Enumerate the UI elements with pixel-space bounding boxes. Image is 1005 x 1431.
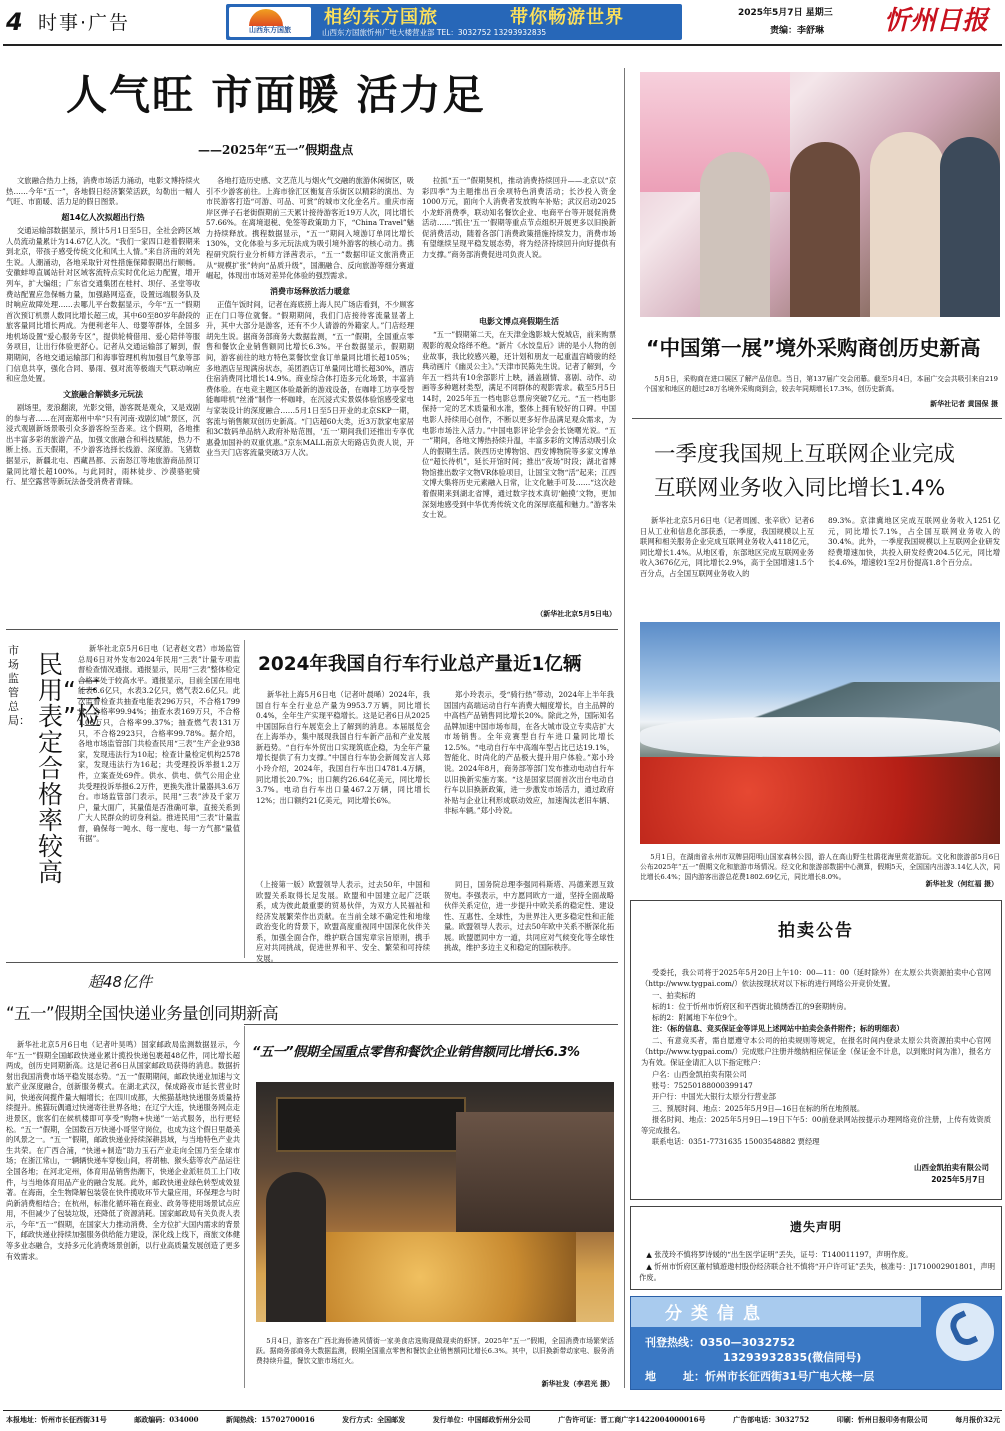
auction-item-3: 标的2：附属地下车位9个。 bbox=[651, 1013, 742, 1023]
expo-rule bbox=[632, 418, 1002, 419]
lead-subhead-3: 消费市场释放活力暖意 bbox=[270, 286, 350, 296]
lead-col-1 bbox=[6, 176, 200, 623]
mountain-photo bbox=[640, 622, 1000, 844]
bike-title: 2024年我国自行车行业总产量近1亿辆 bbox=[258, 654, 582, 675]
expo-title: “中国第一展”境外采购商创历史新高 bbox=[646, 336, 981, 360]
auction-title: 拍卖公告 bbox=[778, 921, 854, 941]
market-body: 新华社北京5月6日电（记者赵文君）市场监管总局6日对外发布2024年民用“三表”计量专项监督检查情况通报。通报显示，民用“三表”整体检定合格率处于较高水平。通报显示，目前全国在用电能表6.6亿只，水表3.2亿只，燃气表2.6亿只。此次监督检查共抽查电能表296万只，不合格1799只，合格率99.94%；抽查水表169万只，不合格1.06万只，合格率99.37%；抽查燃气表131万只，不合格2923只，合格率99.78%。据介绍，各地市场监管部门共检查民用“三表”生产企业938家，发现违法行为10起；检查计量检定机构2578家，发现违法行为16起；共受理投诉举报1.2万件，立案查处69件。供水、供电、供气公用企业共受理投诉举报6.2万件，更换失准计量器具3.6万台。市场监管部门表示，民用“三表”涉及千家万户，量大面广，其量值是否准确可靠，直接关系到广大人民群众的切身利益。推进民用“三表”计量监督，确保每一吨水、每一度电、每一方气都“量值有据”。 bbox=[78, 644, 240, 844]
shop-crowd bbox=[456, 1112, 614, 1232]
auction-box bbox=[630, 900, 1002, 1200]
lead-intro: 文旅融合热力上扬，消费市场活力涌动，电影文博持续火热……今年“五一”，各地假日经济繁荣活跃，勾勒出一幅人气旺、市面暖、活力足的假日图景。 bbox=[6, 176, 200, 207]
lost-box bbox=[630, 1206, 1002, 1290]
expo-visitor-1 bbox=[700, 152, 770, 317]
azalea-field bbox=[640, 757, 1000, 844]
classified-addr: 址：忻州市长征西街31号广电大楼一层 bbox=[683, 1370, 875, 1383]
fried-cakes bbox=[316, 1232, 576, 1322]
footer-postcode: 邮政编码：034000 bbox=[134, 1415, 199, 1424]
section-name: 时事·广告 bbox=[38, 12, 131, 34]
expo-photo bbox=[640, 72, 1000, 317]
footer-address: 本报地址：忻州市长征西街31号 bbox=[6, 1415, 107, 1424]
expo-visitor-3 bbox=[870, 132, 945, 317]
ad-logo-block bbox=[229, 7, 311, 37]
footer-printer: 印刷：忻州日报印务有限公司 bbox=[836, 1415, 928, 1424]
classified-phone: 刊登热线：0350—3032752 bbox=[645, 1336, 796, 1349]
lead-col1-body: 交通运输部数据显示，预计5月1日至5日，全社会跨区域人员流动量累计为14.67亿人次。“我们一家四口趁着假期来到北京，带孩子感受传统文化和风土人情。”来自济南的刘先生说。人潮涌动，各地采取针对性措施保障假期出行顺畅。安徽蚌埠直属站针对区域客流特点实时优化运力配置，增开列车，扩大编组；广东省交通集团在桂村、坝仔、圣堂等收费站配置应急保畅力量，加强路网巡查，设置远端服务队及时响应故障处理……去哪儿平台数据显示，今年“五一”假期首次预订机票人数同比增长超三成，其中60至80岁年龄段的旅客量同比增长两成。为便利老年人、母婴等群体，全国多地机场设置“爱心服务专区”，提供轮椅借用、爱心陪伴等服务项目，让出行体验更舒心。记者从交通运输部了解到，假期期间，各地交通运输部门和海事管理机构加强目气象等部门信息共享，强化合同、暴雨、强对流等极端天气联动响应和应急处置。 bbox=[6, 226, 200, 384]
bike-left-rule bbox=[244, 640, 245, 958]
retail-title: “五一”假期全国重点零售和餐饮企业销售额同比增长6.3% bbox=[252, 1045, 580, 1060]
auction-item-9: 三、预展时间、地点：2025年5月9日—16日在标的所在地预展。 bbox=[651, 1103, 865, 1113]
footer-price: 每月报价32元 bbox=[955, 1415, 1000, 1424]
lead-col3-body2: “五一”假期第二天，在天津金逸影城大悦城店，前来购票观影的观众络绎不绝。“新片《水饺皇后》讲的是小人物的创业故事，我比较感兴趣，还计划和朋友一起重温宫崎骏的经典动画片《幽灵公主》。”天津市民陈先生说。记者了解到，今年五一档共有10余部影片上映，涵盖剧情、喜剧、动作、动画等多种题材类型，满足不同群体的观影需求。截至5月5日14时，2025年五一档电影总票房突破7亿元。“五一档电影保持一定的艺术质量和水准，整体上拥有较好的口碑。中国电影人持续用心创作，不断以更多好作品满足观众需求，为电影市场注入活力。”中国电影评论学会会长饶曙光说。“五一”期间，各地文博热持续升温，丰富多彩的文博活动吸引众人的假期生活。陕西历史博物馆、西安博物院等多家文博单位“超长待机”，延长开馆时间；推出“夜场”时段；湖北省博物馆推出数字文物VR体验项目，让国宝文物“活”起来；江西文博大集将历史元素融入日常，让文化触手可及……“这次趁着假期来到湖北省博，通过数字技术真切‘触摸’文物，更加深刻地感受到中华优秀传统文化的深厚底蕴和魅力。”游客朱女士说。 bbox=[422, 330, 616, 520]
europe-rule bbox=[244, 1024, 618, 1025]
expo-visitor-4 bbox=[940, 137, 1000, 317]
lead-title: 人气旺 市面暖 活力足 bbox=[66, 71, 486, 119]
retail-caption: 5月4日，游客在广西北海侨港风情街一家美食店选购现做现卖的虾饼。2025年“五一”假期，全国消费市场繁荣活跃。据商务部商务大数据监测，假期全国重点零售和餐饮企业销售额同比增长6.3%。其中，以旧换新带动家电、服务消费持续升温，餐饮文旅市场红火。 bbox=[256, 1337, 614, 1366]
retail-credit: 新华社发（李君光 摄） bbox=[541, 1380, 614, 1388]
lead-subhead-1: 超14亿人次拟超出行热 bbox=[61, 212, 145, 222]
page-number: 4 bbox=[6, 8, 23, 36]
auction-intro: 受委托，我公司将于2025年5月20日上午10：00—11：00（延时除外）在太原公共资源拍卖中心官网（http://www.tygpai.com/）依法按现状对以下标的进行网络公开竞价处置。 bbox=[641, 968, 991, 989]
footer-distributor: 发行单位：中国邮政忻州分公司 bbox=[432, 1415, 531, 1424]
auction-item-6: 户名：山西金凯拍卖有限公司 bbox=[651, 1069, 747, 1079]
internet-body-2: 89.3%。京津冀地区完成互联网业务收入1251亿元，同比增长7.1%，占全国互联网业务收入的30.4%。此外，一季度我国规模以上互联网企业研发经费增速加快，共投入研发经费204.5亿元，同比增长4.6%，增速较1至2月份提高1.8个百分点。 bbox=[828, 516, 1000, 568]
lost-item-2: ▲ 忻州市忻府区董村镇遊遨村股份经济联合社不慎将“开户许可证”丢失，核准号：J1710002901801，声明作废。 bbox=[639, 1261, 995, 1283]
lost-list bbox=[639, 1249, 995, 1284]
auction-item-7: 账号：75250188000399147 bbox=[651, 1080, 753, 1090]
classified-addr-label: 地 bbox=[645, 1370, 656, 1383]
issue-date: 2025年5月7日 星期三 bbox=[738, 8, 833, 18]
phone-handset-shape bbox=[946, 1310, 978, 1349]
auction-item-4: 注：（标的信息、竞买保证金等详见上述网站中拍卖会条件附件；标的明细表） bbox=[651, 1024, 904, 1034]
newspaper-logo: 忻州日报 bbox=[884, 6, 989, 36]
bike-body-2: 郑小玲表示，受“骑行热”带动，2024年上半年我国国内高端运动自行车消费大幅度增长，自主品牌的中高档产品销售同比增长20%。除此之外，国际知名品牌加速中国市场布局，在各大城市设立专卖店扩大市场销售。全年竞赛型自行车进口量同比增长12.5%。“电动自行车中高端车型占比已达19.1%，智能化、时尚化的产品极大提升用户体验。”郑小玲说。2024年8月，商务部等部门发布推动电动自行车以旧换新实施方案。“这是国家层面首次出台电动自行车以旧换新政策，进一步激发市场活力，通过政府补贴与企业让利形成联动效应，加速淘汰老旧车辆、非标车辆。”郑小玲说。 bbox=[444, 690, 614, 816]
lead-col-3 bbox=[422, 176, 616, 623]
market-title: 民用“三表”检定合格率较高 bbox=[38, 650, 101, 887]
lead-subtitle: ——2025年“五一”假期盘点 bbox=[198, 143, 354, 157]
classified-title: 分类信息 bbox=[665, 1304, 769, 1324]
col-divider-main bbox=[624, 68, 625, 1388]
cloud-sea bbox=[640, 717, 1000, 757]
lead-col2-body: 各地打造历史感、文艺范儿与烟火气交融的旅游休闲街区，吸引不少游客前往。上海市徐汇区衡复音乐街区以精彩的演出、为市民游客打造“可游、可品、可赏”的城市文化金名片。重庆市南岸区弹子石老街假期前三天累计接待游客近19万人次，同比增长57.66%。在离境退税、免签等政策助力下，“China Travel”魅力持续释放。携程数据显示，“五一”期间入境游订单同比增长130%，文化体验与多元玩法成为吸引境外游客的核心动力。携程研究院行业分析师方泽茜表示，“五一”数据印证文旅消费正从“规模扩张”转向“品质升级”，国潮融合、反向旅游等细分赛道崛起，体现出市场对差异化体验的强烈需求。 bbox=[206, 176, 414, 281]
lead-col-2 bbox=[206, 176, 414, 623]
auction-body bbox=[641, 967, 991, 1148]
shop-sign bbox=[276, 1097, 466, 1152]
europe-body-1: （上接第一版）欧盟领导人表示，过去50年，中国和欧盟关系取得长足发展。欧盟和中国建立起广泛联系，成为彼此最重要的贸易伙伴，为双方人民福祉和经济发展繁荣作出贡献。在当前全球不确定性和地缘政治变化的背景下，欧盟高度重视同中国深化伙伴关系，加强全面合作，维护联合国宪章宗旨原则，携手应对共同挑战，促进世界和平、安全、繁荣和可持续发展。 bbox=[256, 880, 430, 964]
auction-item-1: 一、拍卖标的 bbox=[651, 990, 696, 1000]
footer-ad-phone: 广告部电话：3032752 bbox=[733, 1415, 810, 1424]
lost-item-1: ▲ 张茂玲不慎将罗诗媛的“出生医学证明”丢失，证号：T140011197，声明作废。 bbox=[646, 1250, 913, 1259]
lead-subhead-4: 电影文博点亮假期生活 bbox=[479, 317, 559, 326]
lead-col1-body2: 剧场里，麦浪翻滚，光影交错，游客既是观众，又是戏剧的参与者……在河南郑州中牟“只有河南·戏剧幻城”景区，沉浸式观剧新场景吸引众多游客纷至沓来。这个假期，各地推出丰富多彩的旅游产品，加强文旅融合和科技赋能，热力不断上扬。五天假期，不少游客选择长线游、深度游。飞猪数据显示，新疆北屯、西藏昌都、云南怒江等地旅游商品预订量同比增长超100%。与此同时，雨林徒步、沙漠骆驼骑行、星空露营等新玩法备受消费者青睐。 bbox=[6, 403, 200, 487]
auction-date: 2025年5月7日 bbox=[931, 1175, 985, 1184]
lost-title: 遗失声明 bbox=[789, 1220, 842, 1234]
auction-item-11: 联系电话：0351-7731635 15003548882 贾经理 bbox=[651, 1137, 820, 1147]
post-kicker: 超48亿件 bbox=[88, 973, 153, 991]
ad-slogan-1: 相约东方国旅 bbox=[324, 7, 438, 28]
lead-credit: （新华社北京5月5日电） bbox=[536, 610, 616, 619]
market-kicker: 市场监管总局： bbox=[8, 644, 30, 728]
header-rule bbox=[3, 44, 1002, 46]
auction-item-10: 报名时间、地点：2025年5月9日—19日下午5：00前登录网站按提示办理网络竞价注册，上传有效资质等完成报名。 bbox=[641, 1114, 991, 1136]
classified-banner bbox=[630, 1296, 1002, 1390]
lead-subhead-2: 文旅融合解锁多元玩法 bbox=[63, 389, 143, 399]
lead-col3-body: 拉抓“五一”假期契机，推动消费持续回升——北京以“京彩四季”为主题推出百余项特色消费活动；长沙投入资金1000万元，面向个人消费者发放购车补贴；武汉启动2025小龙虾消费季，联动知名餐饮企业、电商平台等开展促消费活动……“抓住‘五一’假期等重点节点组织开展更多以旧换新促消费活动，随着各部门消费政策措施持续发力，消费市场有望继续呈现平稳发展态势，将为经济持续回升向好提供有力支撑。”商务部消费促进司负责人说。 bbox=[422, 176, 616, 260]
auction-item-5: 二、有意竞买者，需自愿遵守本公司的拍卖规则等规定，在报名时间内登录太原公共资源拍卖中心官网（http://www.tygpai.com/）完成账户注册并缴纳相应保证金（保证金不计息，以到账时间为准），报名方为有效。保证金请汇入以下指定账户： bbox=[641, 1035, 991, 1068]
post-title: “五一”假期全国快递业务量创同期新高 bbox=[6, 1004, 279, 1023]
header-ad bbox=[226, 4, 682, 40]
post-body: 新华社北京5月6日电（记者叶昊鸣）国家邮政局监测数据显示，今年“五一”假期全国邮政快递业累计揽投快递包裹超48亿件，同比增长超两成，创历史同期新高。这是记者6日从国家邮政局获得的消息。数据折射出我国消费市场平稳发展态势。“五一”假期期间，邮政快递业加速与文旅产业深度融合，创新服务模式。在湖北武汉，保成路夜市延长营业时间，快递夜间揽件量大幅增长；在四川成都，大熊猫基地快递服务质量持续提升。熊猫玩偶通过快递寄往世界各地；在辽宁大连，快递服务网点走进景区，旅客们在候机楼即可享受“购物+快递”一站式服务，出行更轻松。“五一”假期，全国数百万快递小哥坚守岗位，也成为这个假日里最美的风景之一。“五一”假期，邮政快递业持续深耕县域，与当地特色产业共生共荣。在广西合浦，“快递+制造”助力玉石产业走向全国乃至全球市场；在浙江常山，一辆辆快递车穿梭山间，将胡柚、猴头菇等农产品运往全国各地；在河北定州，体育用品销售热潮下，快递企业派驻员工上门收件，与当地体育用品产业的融合发展。此外，邮政快递业绿色转型成效显著。在海南，全生物降解包装袋在快件揽收环节大量应用，环保理念与时尚新消费相结合；在杭州，标准化循环箱在商业、政务等使用场景试点应用，不但减少了包装垃圾，还降低了资源消耗。国家邮政局有关负责人表示，今年“五一”假期，在国家大力推动消费、全方位扩大国内需求的背景下，邮政快递业持续加强服务供给能力建设，深化线上线下，商旅文体健等多业态融合，支持多元化消费场景创新，以行业高质量发展创造了更多有效需求。 bbox=[6, 1040, 240, 1261]
expo-visitor-2 bbox=[790, 142, 860, 317]
mountain-credit: 新华社发（何红福 摄） bbox=[925, 880, 998, 888]
europe-body-2: 同日，国务院总理李强同科斯塔、冯德莱恩互致贺电。李强表示，中方愿同欧方一道，坚持全面战略伙伴关系定位，进一步提升中欧关系的稳定性、建设性、互惠性、全球性，为世界注入更多稳定性和正能量。欧盟领导人表示，过去50年欧中关系不断深化拓展。欧盟愿同中方一道，共同应对气候变化等全球性挑战，维护多边主义和稳定的国际秩序。 bbox=[444, 880, 614, 953]
vendor bbox=[266, 1172, 326, 1322]
auction-item-8: 开户行：中国光大银行太原分行营业部 bbox=[651, 1092, 776, 1102]
post-right-rule bbox=[244, 1026, 245, 1388]
lead-col2-body2: 正值午饭时间，记者在海底捞上海人民广场店看到，不少顾客正在门口等位就餐。“假期期间，我们门店接待客流量显著上升，其中大部分是游客，还有不少人请游的外籍家人。”门店经理胡先生说。据商务部商务大数据监测，“五一”假期，全国重点零售和餐饮企业销售额同比增长6.3%。平台数据显示，假期期间，游客前往的地方特色菜餐饮堂食订单量同比增长超105%；多地酒店呈现满房状态，美团酒店订单量同比增长超30%，酒店住宿消费同比增长14.9%。商业综合体打造多元化场景，丰富消费体验。在电竞主题区体验最新的游戏设备，在咖啡工坊享受智能咖啡机“丝滑”制作一杯咖啡，在沉浸式实景娱体验馆感受家电与家装设计的深度融合……5月1日至5日开业的北京SKP一期，客流与销售额双创历史新高。“门店超60大类，近3万款家电家居和3C数码单品纳入政府补贴范围，‘五一’期间我们还推出专享优惠叠加国补的双重优惠。”京东MALL南京大珩路店负责人说，开业当天门店客流量突破3万人次。 bbox=[206, 300, 414, 458]
page-header bbox=[0, 0, 1005, 46]
retail-photo bbox=[256, 1082, 614, 1322]
expo-caption: 5月5日，采购商在进口展区了解产品信息。当日，第137届广交会闭幕。截至5月4日，本届广交会共吸引来自219个国家和地区的超过28万名境外采购商到会，较去年同期增长17.3%，创历史新高。 bbox=[644, 375, 998, 394]
auction-item-2: 标的1：位于忻州市忻府区和平西街北镇绣香江的9套期转房。 bbox=[651, 1001, 851, 1011]
expo-credit: 新华社记者 黄国保 摄 bbox=[930, 400, 998, 408]
internet-title-1: 一季度我国规上互联网企业完成 bbox=[654, 442, 956, 467]
globe-icon bbox=[249, 9, 283, 26]
footer bbox=[6, 1415, 1000, 1425]
page-editor: 责编：李舒琳 bbox=[770, 26, 825, 36]
ad-brand: 山西东方国旅 bbox=[249, 26, 291, 34]
bike-body-1: 新华社上海5月6日电（记者叶晨晞）2024年，我国自行车全行业总产量为9953.7万辆，同比增长0.4%，全年生产实现平稳增长。这是记者6日从2025中国国际自行车展览会上了解到的消息。本届展览会在上海举办，集中展现我国自行车新产品和产业发展新趋势。“自行车外贸出口实现筑底企稳，为全年产量增长提供了有力支撑。”中国自行车协会新闻发言人郑小玲介绍，2024年，我国自行车出口4781.4万辆，同比增长20.7%；出口额约26.64亿美元，同比增长3.7%。电动自行车出口量467.2万辆，同比增长12%；出口额约21亿美元，同比增长6%。 bbox=[256, 690, 430, 805]
mountain-caption: 5月1日，在湖南省永州市双牌县阳明山国家森林公园，游人在高山野生杜鹃花海里赏花游玩。文化和旅游部5月6日公布2025年“五一”假期文化和旅游市场情况。经文化和旅游部数据中心测算，假期5天，全国国内出游3.14亿人次，同比增长6.4%；国内游客出游总花费1802.69亿元，同比增长8.0%。 bbox=[640, 853, 1000, 882]
lead-bottom-rule bbox=[6, 629, 618, 630]
phone-icon bbox=[936, 1303, 994, 1361]
footer-hotline: 新闻热线：15702700016 bbox=[226, 1415, 315, 1424]
classified-phone-2: 13293932835(微信同号) bbox=[723, 1351, 862, 1364]
footer-rule bbox=[3, 1410, 1002, 1411]
ad-slogan-2: 带你畅游世界 bbox=[510, 7, 624, 28]
footer-ad-license: 广告许可证：晋工商广字1422004000016号 bbox=[558, 1415, 706, 1424]
auction-company: 山西金凯拍卖有限公司 bbox=[914, 1163, 989, 1172]
footer-distribution: 发行方式：全国邮发 bbox=[342, 1415, 406, 1424]
internet-body-1: 新华社北京5月6日电（记者周圆、张辛欣）记者6日从工业和信息化部获悉，一季度，我国规模以上互联网和相关服务企业完成互联网业务收入4118亿元，同比增长1.4%。从地区看，东部地区完成互联网业务收入3676亿元，同比增长2.9%，高于全国增速1.5个百分点，占全国互联网业务收入的 bbox=[640, 516, 814, 578]
ad-contact: 山西东方国旅忻州广电大楼营业部 TEL：3032752 13293932835 bbox=[322, 28, 547, 37]
internet-title-2: 互联网业务收入同比增长1.4% bbox=[654, 476, 946, 501]
